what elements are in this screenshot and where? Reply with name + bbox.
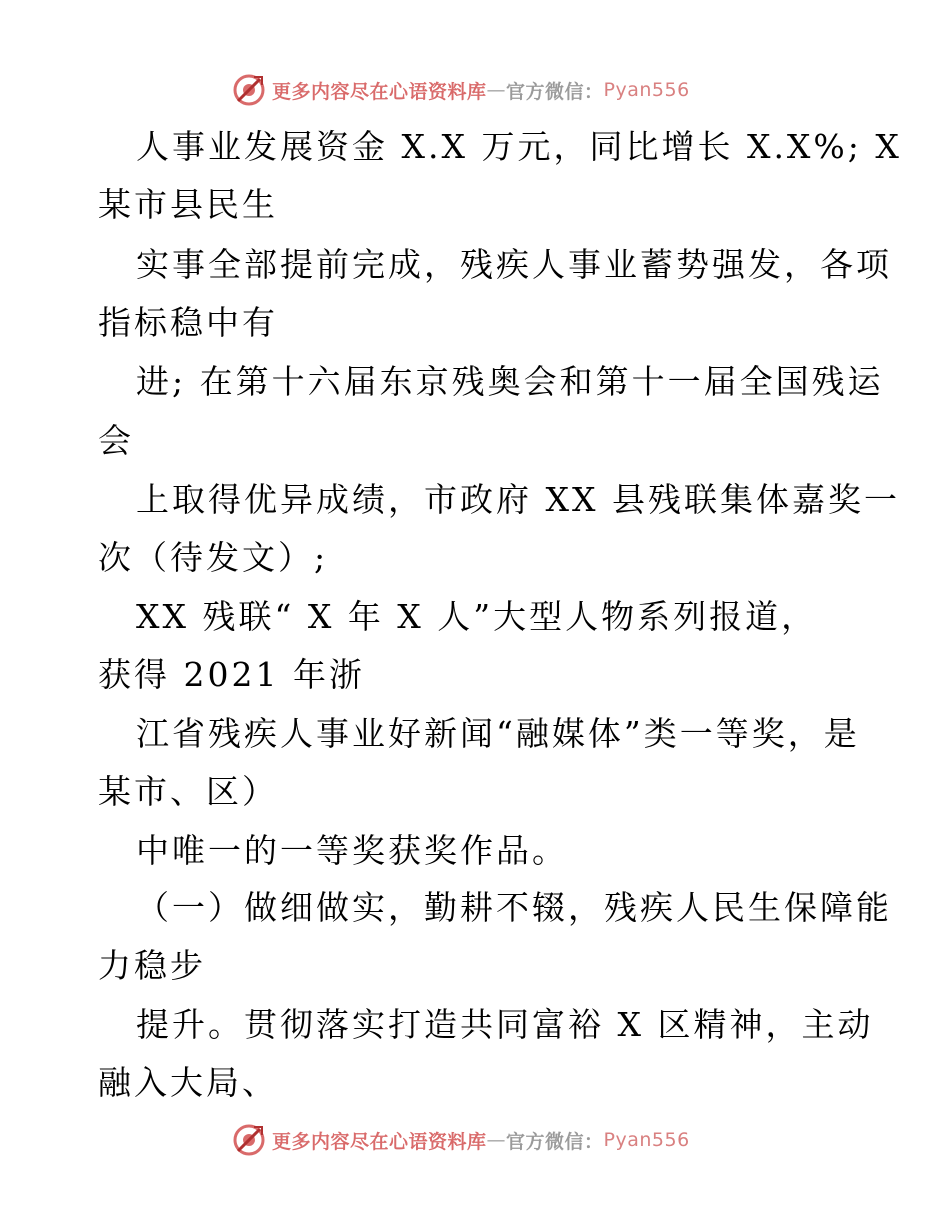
body-line: 指标稳中有 bbox=[98, 303, 278, 342]
banner-wechat-id: Pyan556 bbox=[603, 79, 690, 101]
footer-banner bbox=[232, 1122, 690, 1158]
body-line: XX 残联“ X 年 X 人”大型人物系列报道， bbox=[136, 597, 818, 636]
body-line: 实事全部提前完成，残疾人事业蓄势强发，各项 bbox=[136, 245, 892, 284]
body-line: 某市县民生 bbox=[98, 185, 278, 224]
body-line: 获得 2021 年浙 bbox=[98, 655, 365, 694]
body-line: 人事业发展资金 X.X 万元，同比增长 X.X%; X bbox=[136, 127, 902, 166]
banner-dash: — bbox=[486, 1129, 507, 1151]
body-line: （一）做细做实，勤耕不辍，残疾人民生保障能 bbox=[136, 888, 892, 927]
banner-wechat-label: 官方微信： bbox=[506, 80, 604, 103]
body-line: 江省残疾人事业好新闻“融媒体”类一等奖，是 bbox=[136, 714, 860, 753]
body-line: 进; 在第十六届东京残奥会和第十一届全国残运 bbox=[136, 362, 884, 401]
body-line: 某市、区） bbox=[98, 772, 278, 811]
body-line: 会 bbox=[98, 421, 134, 460]
body-line: 中唯一的一等奖获奖作品。 bbox=[136, 831, 568, 870]
banner-wechat-id: Pyan556 bbox=[603, 1129, 690, 1151]
logo-icon bbox=[232, 1123, 266, 1157]
banner-wechat-label: 官方微信： bbox=[506, 1130, 604, 1153]
body-line: 提升。贯彻落实打造共同富裕 X 区精神，主动 bbox=[136, 1005, 874, 1044]
body-line: 力稳步 bbox=[98, 946, 206, 985]
banner-site-name: 更多内容尽在心语资料库 bbox=[272, 80, 487, 103]
banner-dash: — bbox=[486, 79, 507, 101]
body-line: 次（待发文）; bbox=[98, 538, 329, 577]
body-line: 融入大局、 bbox=[98, 1063, 278, 1102]
body-line: 上取得优异成绩，市政府 XX 县残联集体嘉奖一 bbox=[136, 480, 900, 519]
header-banner bbox=[232, 72, 690, 108]
banner-site-name: 更多内容尽在心语资料库 bbox=[272, 1130, 487, 1153]
logo-icon bbox=[232, 73, 266, 107]
